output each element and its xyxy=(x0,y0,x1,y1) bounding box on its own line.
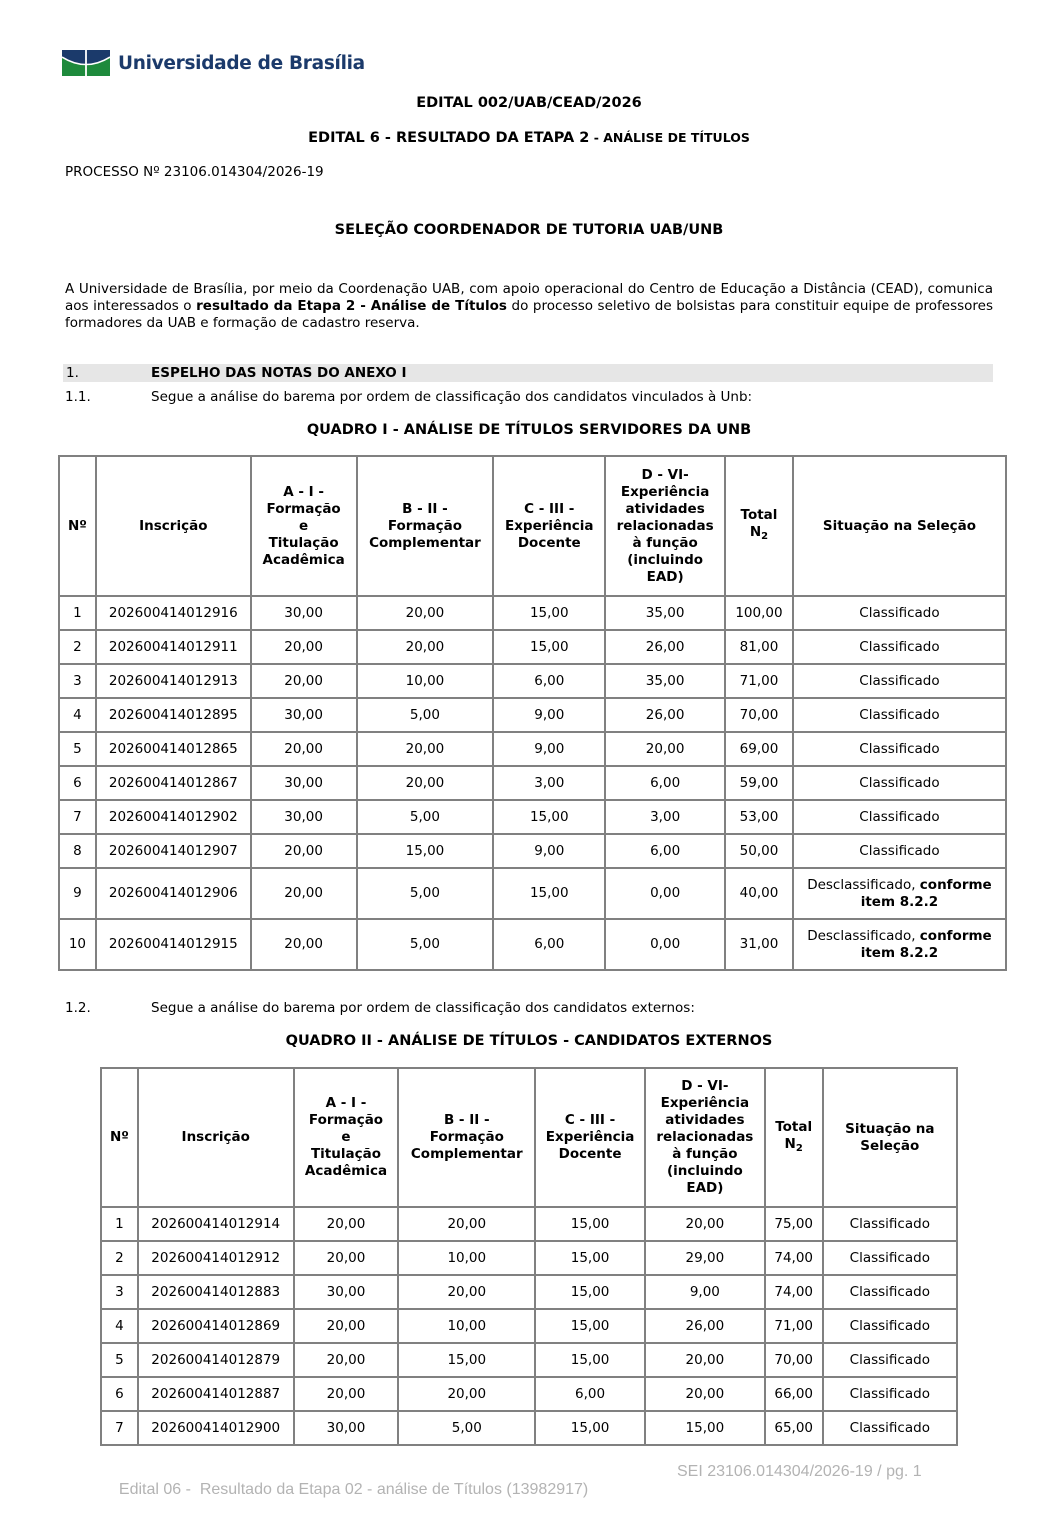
cell-situacao xyxy=(793,664,1006,698)
table-row xyxy=(59,919,1006,970)
cell-a: 20,00 xyxy=(251,664,357,698)
cell-no: 4 xyxy=(59,698,96,732)
table-row xyxy=(59,664,1006,698)
cell-no: 4 xyxy=(101,1309,138,1343)
table-row xyxy=(59,800,1006,834)
cell-b: 5,00 xyxy=(357,800,494,834)
situacao-text: Classificado xyxy=(849,1385,930,1402)
intro-paragraph xyxy=(65,281,993,332)
table-row xyxy=(59,868,1006,919)
page-footer xyxy=(110,1463,922,1517)
situacao-text: Classificado xyxy=(859,638,940,655)
situacao-text: Classificado xyxy=(859,842,940,859)
table-row xyxy=(59,766,1006,800)
situacao-note: conforme item 8.2.2 xyxy=(860,927,992,961)
cell-total: 50,00 xyxy=(725,834,793,868)
cell-total: 69,00 xyxy=(725,732,793,766)
cell-c: 15,00 xyxy=(535,1275,645,1309)
situacao-text: Classificado xyxy=(849,1317,930,1334)
cell-inscricao: 202600414012867 xyxy=(96,766,251,800)
cell-d: 0,00 xyxy=(605,868,725,919)
cell-situacao xyxy=(823,1207,957,1241)
situacao-text: Classificado xyxy=(849,1249,930,1266)
cell-situacao xyxy=(793,868,1006,919)
total-label: Total xyxy=(775,1118,813,1135)
cell-b: 15,00 xyxy=(398,1343,535,1377)
cell-d: 15,00 xyxy=(645,1411,765,1445)
cell-c: 6,00 xyxy=(535,1377,645,1411)
section-number: 1. xyxy=(66,365,79,381)
cell-a: 20,00 xyxy=(294,1309,399,1343)
cell-d: 6,00 xyxy=(605,834,725,868)
cell-d: 26,00 xyxy=(645,1309,765,1343)
quadro2-table xyxy=(100,1067,958,1446)
header-no: Nº xyxy=(59,456,96,596)
cell-b: 20,00 xyxy=(398,1207,535,1241)
cell-b: 10,00 xyxy=(398,1241,535,1275)
quadro2-title: QUADRO II - ANÁLISE DE TÍTULOS - CANDIDATOS EXTERNOS xyxy=(285,1033,773,1049)
cell-c: 3,00 xyxy=(493,766,605,800)
paragraph-number: 1.1. xyxy=(65,389,91,405)
cell-inscricao: 202600414012869 xyxy=(138,1309,294,1343)
total-n: N xyxy=(749,524,762,540)
table-row xyxy=(101,1411,957,1445)
university-logo xyxy=(62,50,365,76)
cell-inscricao: 202600414012895 xyxy=(96,698,251,732)
cell-total: 65,00 xyxy=(765,1411,823,1445)
cell-a: 20,00 xyxy=(251,732,357,766)
cell-no: 6 xyxy=(101,1377,138,1411)
cell-inscricao: 202600414012879 xyxy=(138,1343,294,1377)
selecao-title: SELEÇÃO COORDENADOR DE TUTORIA UAB/UNB xyxy=(334,222,724,238)
cell-total: 71,00 xyxy=(725,664,793,698)
table-row xyxy=(101,1207,957,1241)
situacao-text: Classificado xyxy=(859,672,940,689)
situacao-text: Classificado xyxy=(859,774,940,791)
header-d: D - VI- Experiência atividades relacionadas à função (incluindo EAD) xyxy=(605,456,725,596)
paragraph-text: Segue a análise do barema por ordem de classificação dos candidatos vinculados à Unb: xyxy=(151,389,753,405)
section-heading xyxy=(63,364,993,382)
footer-document-title: Edital 06 - Resultado da Etapa 02 - análise de Títulos (13982917) xyxy=(118,1481,589,1498)
cell-inscricao: 202600414012913 xyxy=(96,664,251,698)
cell-d: 20,00 xyxy=(645,1343,765,1377)
quadro1-title: QUADRO I - ANÁLISE DE TÍTULOS SERVIDORES DA UNB xyxy=(306,422,752,438)
table-row xyxy=(59,630,1006,664)
table-header-row xyxy=(59,456,1006,596)
cell-total: 40,00 xyxy=(725,868,793,919)
header-inscricao: Inscrição xyxy=(96,456,251,596)
unb-emblem-icon xyxy=(62,50,110,76)
situacao-text: Classificado xyxy=(849,1419,930,1436)
cell-situacao xyxy=(823,1309,957,1343)
situacao-text: Classificado xyxy=(859,604,940,621)
quadro1-table xyxy=(58,455,1007,971)
total-label: Total xyxy=(740,507,778,523)
intro-text-1: A Universidade de Brasília, por meio da Coordenação UAB, com apoio operacional do Centro de Educação a Distância (CEAD), comunica aos interessados o xyxy=(65,281,993,314)
situacao-text: Classificado xyxy=(849,1215,930,1232)
cell-total: 66,00 xyxy=(765,1377,823,1411)
situacao-text: Desclassificado, xyxy=(807,876,920,893)
cell-c: 15,00 xyxy=(493,868,605,919)
cell-situacao xyxy=(793,766,1006,800)
cell-situacao xyxy=(793,732,1006,766)
cell-b: 5,00 xyxy=(357,919,494,970)
paragraph-text: Segue a análise do barema por ordem de classificação dos candidatos externos: xyxy=(151,1000,695,1016)
cell-a: 20,00 xyxy=(251,919,357,970)
cell-inscricao: 202600414012906 xyxy=(96,868,251,919)
cell-inscricao: 202600414012914 xyxy=(138,1207,294,1241)
cell-situacao xyxy=(793,834,1006,868)
cell-d: 9,00 xyxy=(645,1275,765,1309)
cell-d: 26,00 xyxy=(605,698,725,732)
intro-text-2: do processo seletivo de bolsistas para constituir equipe de professores formadores da UAB e formação de cadastro reserva. xyxy=(65,298,994,331)
cell-b: 10,00 xyxy=(357,664,494,698)
edital-subtitle xyxy=(0,130,1058,146)
cell-total: 71,00 xyxy=(765,1309,823,1343)
header-b: B - II - Formação Complementar xyxy=(398,1068,535,1207)
situacao-note: conforme item 8.2.2 xyxy=(860,876,992,910)
cell-b: 5,00 xyxy=(357,698,494,732)
cell-situacao xyxy=(823,1241,957,1275)
cell-no: 9 xyxy=(59,868,96,919)
cell-c: 15,00 xyxy=(493,800,605,834)
cell-total: 31,00 xyxy=(725,919,793,970)
cell-b: 15,00 xyxy=(357,834,494,868)
cell-c: 15,00 xyxy=(535,1411,645,1445)
paragraph-number: 1.2. xyxy=(65,1000,91,1016)
cell-a: 30,00 xyxy=(294,1411,399,1445)
cell-c: 9,00 xyxy=(493,834,605,868)
cell-c: 15,00 xyxy=(535,1207,645,1241)
cell-no: 3 xyxy=(101,1275,138,1309)
header-total xyxy=(725,456,793,596)
cell-total: 70,00 xyxy=(725,698,793,732)
header-no: Nº xyxy=(101,1068,138,1207)
edital-title: EDITAL 002/UAB/CEAD/2026 xyxy=(416,95,642,111)
table-row xyxy=(59,732,1006,766)
footer-page-info: SEI 23106.014304/2026-19 / pg. 1 xyxy=(677,1463,922,1480)
cell-no: 7 xyxy=(59,800,96,834)
cell-situacao xyxy=(793,919,1006,970)
situacao-text: Classificado xyxy=(849,1283,930,1300)
cell-c: 6,00 xyxy=(493,664,605,698)
cell-a: 20,00 xyxy=(251,630,357,664)
cell-inscricao: 202600414012883 xyxy=(138,1275,294,1309)
cell-inscricao: 202600414012911 xyxy=(96,630,251,664)
situacao-text: Classificado xyxy=(849,1351,930,1368)
cell-situacao xyxy=(823,1377,957,1411)
cell-no: 10 xyxy=(59,919,96,970)
cell-no: 5 xyxy=(59,732,96,766)
table-header-row xyxy=(101,1068,957,1207)
cell-c: 9,00 xyxy=(493,698,605,732)
cell-no: 7 xyxy=(101,1411,138,1445)
cell-inscricao: 202600414012902 xyxy=(96,800,251,834)
cell-b: 10,00 xyxy=(398,1309,535,1343)
cell-a: 20,00 xyxy=(251,834,357,868)
cell-a: 20,00 xyxy=(294,1207,399,1241)
cell-inscricao: 202600414012916 xyxy=(96,596,251,630)
situacao-text: Classificado xyxy=(859,740,940,757)
cell-b: 20,00 xyxy=(357,630,494,664)
cell-no: 1 xyxy=(101,1207,138,1241)
table-row xyxy=(101,1275,957,1309)
cell-a: 20,00 xyxy=(251,868,357,919)
cell-c: 15,00 xyxy=(535,1309,645,1343)
processo-number: PROCESSO Nº 23106.014304/2026-19 xyxy=(65,164,324,180)
total-subscript: 2 xyxy=(795,1142,803,1154)
cell-b: 20,00 xyxy=(357,596,494,630)
cell-total: 75,00 xyxy=(765,1207,823,1241)
cell-inscricao: 202600414012887 xyxy=(138,1377,294,1411)
cell-situacao xyxy=(823,1411,957,1445)
cell-b: 20,00 xyxy=(357,766,494,800)
cell-c: 6,00 xyxy=(493,919,605,970)
cell-b: 5,00 xyxy=(398,1411,535,1445)
header-total xyxy=(765,1068,823,1207)
cell-c: 15,00 xyxy=(493,596,605,630)
section-title: ESPELHO DAS NOTAS DO ANEXO I xyxy=(151,365,407,381)
table-row xyxy=(101,1309,957,1343)
header-b: B - II - Formação Complementar xyxy=(357,456,494,596)
cell-d: 29,00 xyxy=(645,1241,765,1275)
cell-situacao xyxy=(823,1343,957,1377)
header-c: C - III - Experiência Docente xyxy=(535,1068,645,1207)
cell-total: 70,00 xyxy=(765,1343,823,1377)
cell-a: 30,00 xyxy=(251,698,357,732)
cell-total: 53,00 xyxy=(725,800,793,834)
cell-no: 1 xyxy=(59,596,96,630)
cell-a: 30,00 xyxy=(251,800,357,834)
header-inscricao: Inscrição xyxy=(138,1068,294,1207)
table-row xyxy=(59,834,1006,868)
header-situacao: Situação na Seleção xyxy=(793,456,1006,596)
cell-d: 20,00 xyxy=(645,1207,765,1241)
cell-inscricao: 202600414012912 xyxy=(138,1241,294,1275)
header-d: D - VI- Experiência atividades relacionadas à função (incluindo EAD) xyxy=(645,1068,765,1207)
table-row xyxy=(59,698,1006,732)
cell-a: 20,00 xyxy=(294,1343,399,1377)
intro-text-bold: resultado da Etapa 2 - Análise de Títulos xyxy=(196,298,507,314)
cell-situacao xyxy=(793,596,1006,630)
cell-d: 35,00 xyxy=(605,664,725,698)
cell-no: 2 xyxy=(59,630,96,664)
cell-d: 20,00 xyxy=(605,732,725,766)
cell-total: 59,00 xyxy=(725,766,793,800)
cell-inscricao: 202600414012907 xyxy=(96,834,251,868)
situacao-text: Classificado xyxy=(859,808,940,825)
cell-b: 20,00 xyxy=(398,1377,535,1411)
cell-d: 26,00 xyxy=(605,630,725,664)
header-c: C - III - Experiência Docente xyxy=(493,456,605,596)
table-row xyxy=(59,596,1006,630)
cell-inscricao: 202600414012915 xyxy=(96,919,251,970)
cell-total: 100,00 xyxy=(725,596,793,630)
total-subscript: 2 xyxy=(761,531,769,542)
subtitle-small: - ANÁLISE DE TÍTULOS xyxy=(589,130,750,145)
header-a: A - I - Formação e Titulação Acadêmica xyxy=(294,1068,399,1207)
cell-no: 8 xyxy=(59,834,96,868)
situacao-text: Desclassificado, xyxy=(807,927,920,944)
cell-no: 6 xyxy=(59,766,96,800)
table-row xyxy=(101,1377,957,1411)
university-name: Universidade de Brasília xyxy=(118,52,365,74)
cell-c: 15,00 xyxy=(535,1241,645,1275)
cell-d: 20,00 xyxy=(645,1377,765,1411)
cell-a: 30,00 xyxy=(251,766,357,800)
cell-d: 0,00 xyxy=(605,919,725,970)
cell-no: 5 xyxy=(101,1343,138,1377)
cell-b: 5,00 xyxy=(357,868,494,919)
cell-situacao xyxy=(793,698,1006,732)
cell-total: 74,00 xyxy=(765,1241,823,1275)
table-row xyxy=(101,1241,957,1275)
situacao-text: Classificado xyxy=(859,706,940,723)
cell-d: 6,00 xyxy=(605,766,725,800)
cell-inscricao: 202600414012865 xyxy=(96,732,251,766)
cell-a: 30,00 xyxy=(294,1275,399,1309)
cell-total: 81,00 xyxy=(725,630,793,664)
cell-no: 2 xyxy=(101,1241,138,1275)
cell-c: 9,00 xyxy=(493,732,605,766)
cell-situacao xyxy=(793,630,1006,664)
header-situacao: Situação na Seleção xyxy=(823,1068,957,1207)
cell-d: 35,00 xyxy=(605,596,725,630)
cell-a: 20,00 xyxy=(294,1377,399,1411)
cell-situacao xyxy=(823,1275,957,1309)
cell-a: 30,00 xyxy=(251,596,357,630)
cell-inscricao: 202600414012900 xyxy=(138,1411,294,1445)
subtitle-main: EDITAL 6 - RESULTADO DA ETAPA 2 xyxy=(308,130,590,146)
total-n: N xyxy=(784,1135,796,1152)
cell-no: 3 xyxy=(59,664,96,698)
cell-situacao xyxy=(793,800,1006,834)
cell-c: 15,00 xyxy=(535,1343,645,1377)
cell-total: 74,00 xyxy=(765,1275,823,1309)
header-a: A - I - Formação e Titulação Acadêmica xyxy=(251,456,357,596)
table-row xyxy=(101,1343,957,1377)
cell-b: 20,00 xyxy=(398,1275,535,1309)
cell-d: 3,00 xyxy=(605,800,725,834)
cell-b: 20,00 xyxy=(357,732,494,766)
cell-a: 20,00 xyxy=(294,1241,399,1275)
cell-c: 15,00 xyxy=(493,630,605,664)
